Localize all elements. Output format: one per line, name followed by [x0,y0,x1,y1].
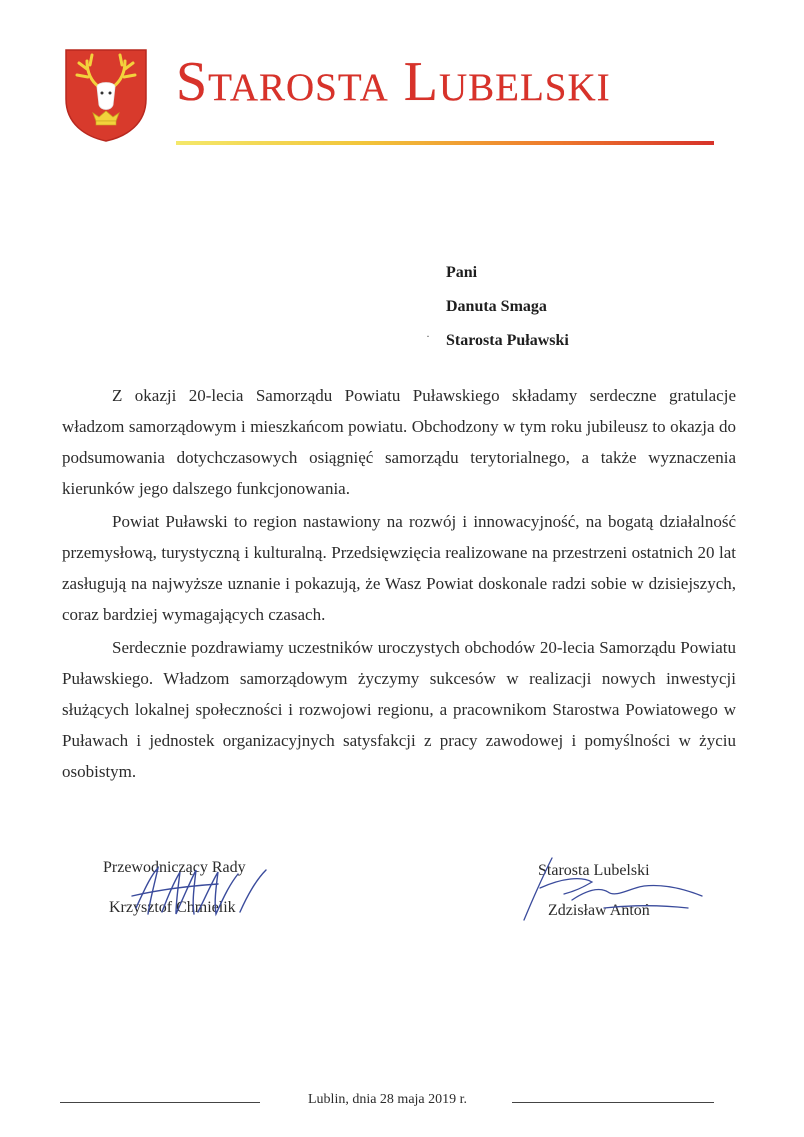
footer-rule-left [60,1102,260,1103]
signature-left-name: Krzysztof Chmielik [109,899,236,916]
handwritten-signature-right [512,848,712,928]
scan-mark: · [426,329,430,343]
signature-right-title: Starosta Lubelski [538,862,650,879]
addressee-name: Danuta Smaga [446,298,547,315]
signature-left-title: Przewodniczący Rady [103,859,246,876]
body-paragraph: Powiat Puławski to region nastawiony na rozwój i innowacyjność, na bogatą działalność przemysłową, turystyczną i kulturalną. Przedsięwzięcia realizowane na przestrzeni ostatnich 20 lat zasługują na najwyższe uznanie i pokazują, że Wasz Powiat doskonale radzi sobie w dzisiejszych, coraz bardziej wymagających czasach. [62,512,736,624]
deer-crest-icon [63,47,149,143]
addressee-position: Starosta Puławski [446,332,569,349]
footer-rule-right [512,1102,714,1103]
signature-right-name: Zdzisław Antoń [548,902,650,919]
body-paragraph: Z okazji 20-lecia Samorządu Powiatu Puławskiego składamy serdeczne gratulacje władzom samorządowym i mieszkańcom powiatu. Obchodzony w tym roku jubileusz to okazja do podsumowania dotychczasowych osiągnięć samorządu terytorialnego, a także wyznaczenia kierunków jego dalszego funkcjonowania. [62,386,736,498]
addressee-salutation: Pani [446,264,478,281]
letterhead-gradient-bar [176,141,714,145]
addressee-block [446,256,569,358]
footer-place-date: Lublin, dnia 28 maja 2019 r. [308,1092,468,1107]
letterhead-title: Starosta Lubelski [176,51,611,113]
handwritten-signature-left [128,856,288,926]
letter-body [62,380,736,789]
body-paragraph: Serdecznie pozdrawiamy uczestników uroczystych obchodów 20-lecia Samorządu Powiatu Puławskiego. Władzom samorządowym życzymy sukcesów w realizacji nowych inwestycji służących lokalnej społeczności i rozwojowi regionu, a pracownikom Starostwa Powiatowego w Puławach i jednostek organizacyjnych satysfakcji z pracy zawodowej i pomyślności w życiu osobistym. [62,638,736,781]
